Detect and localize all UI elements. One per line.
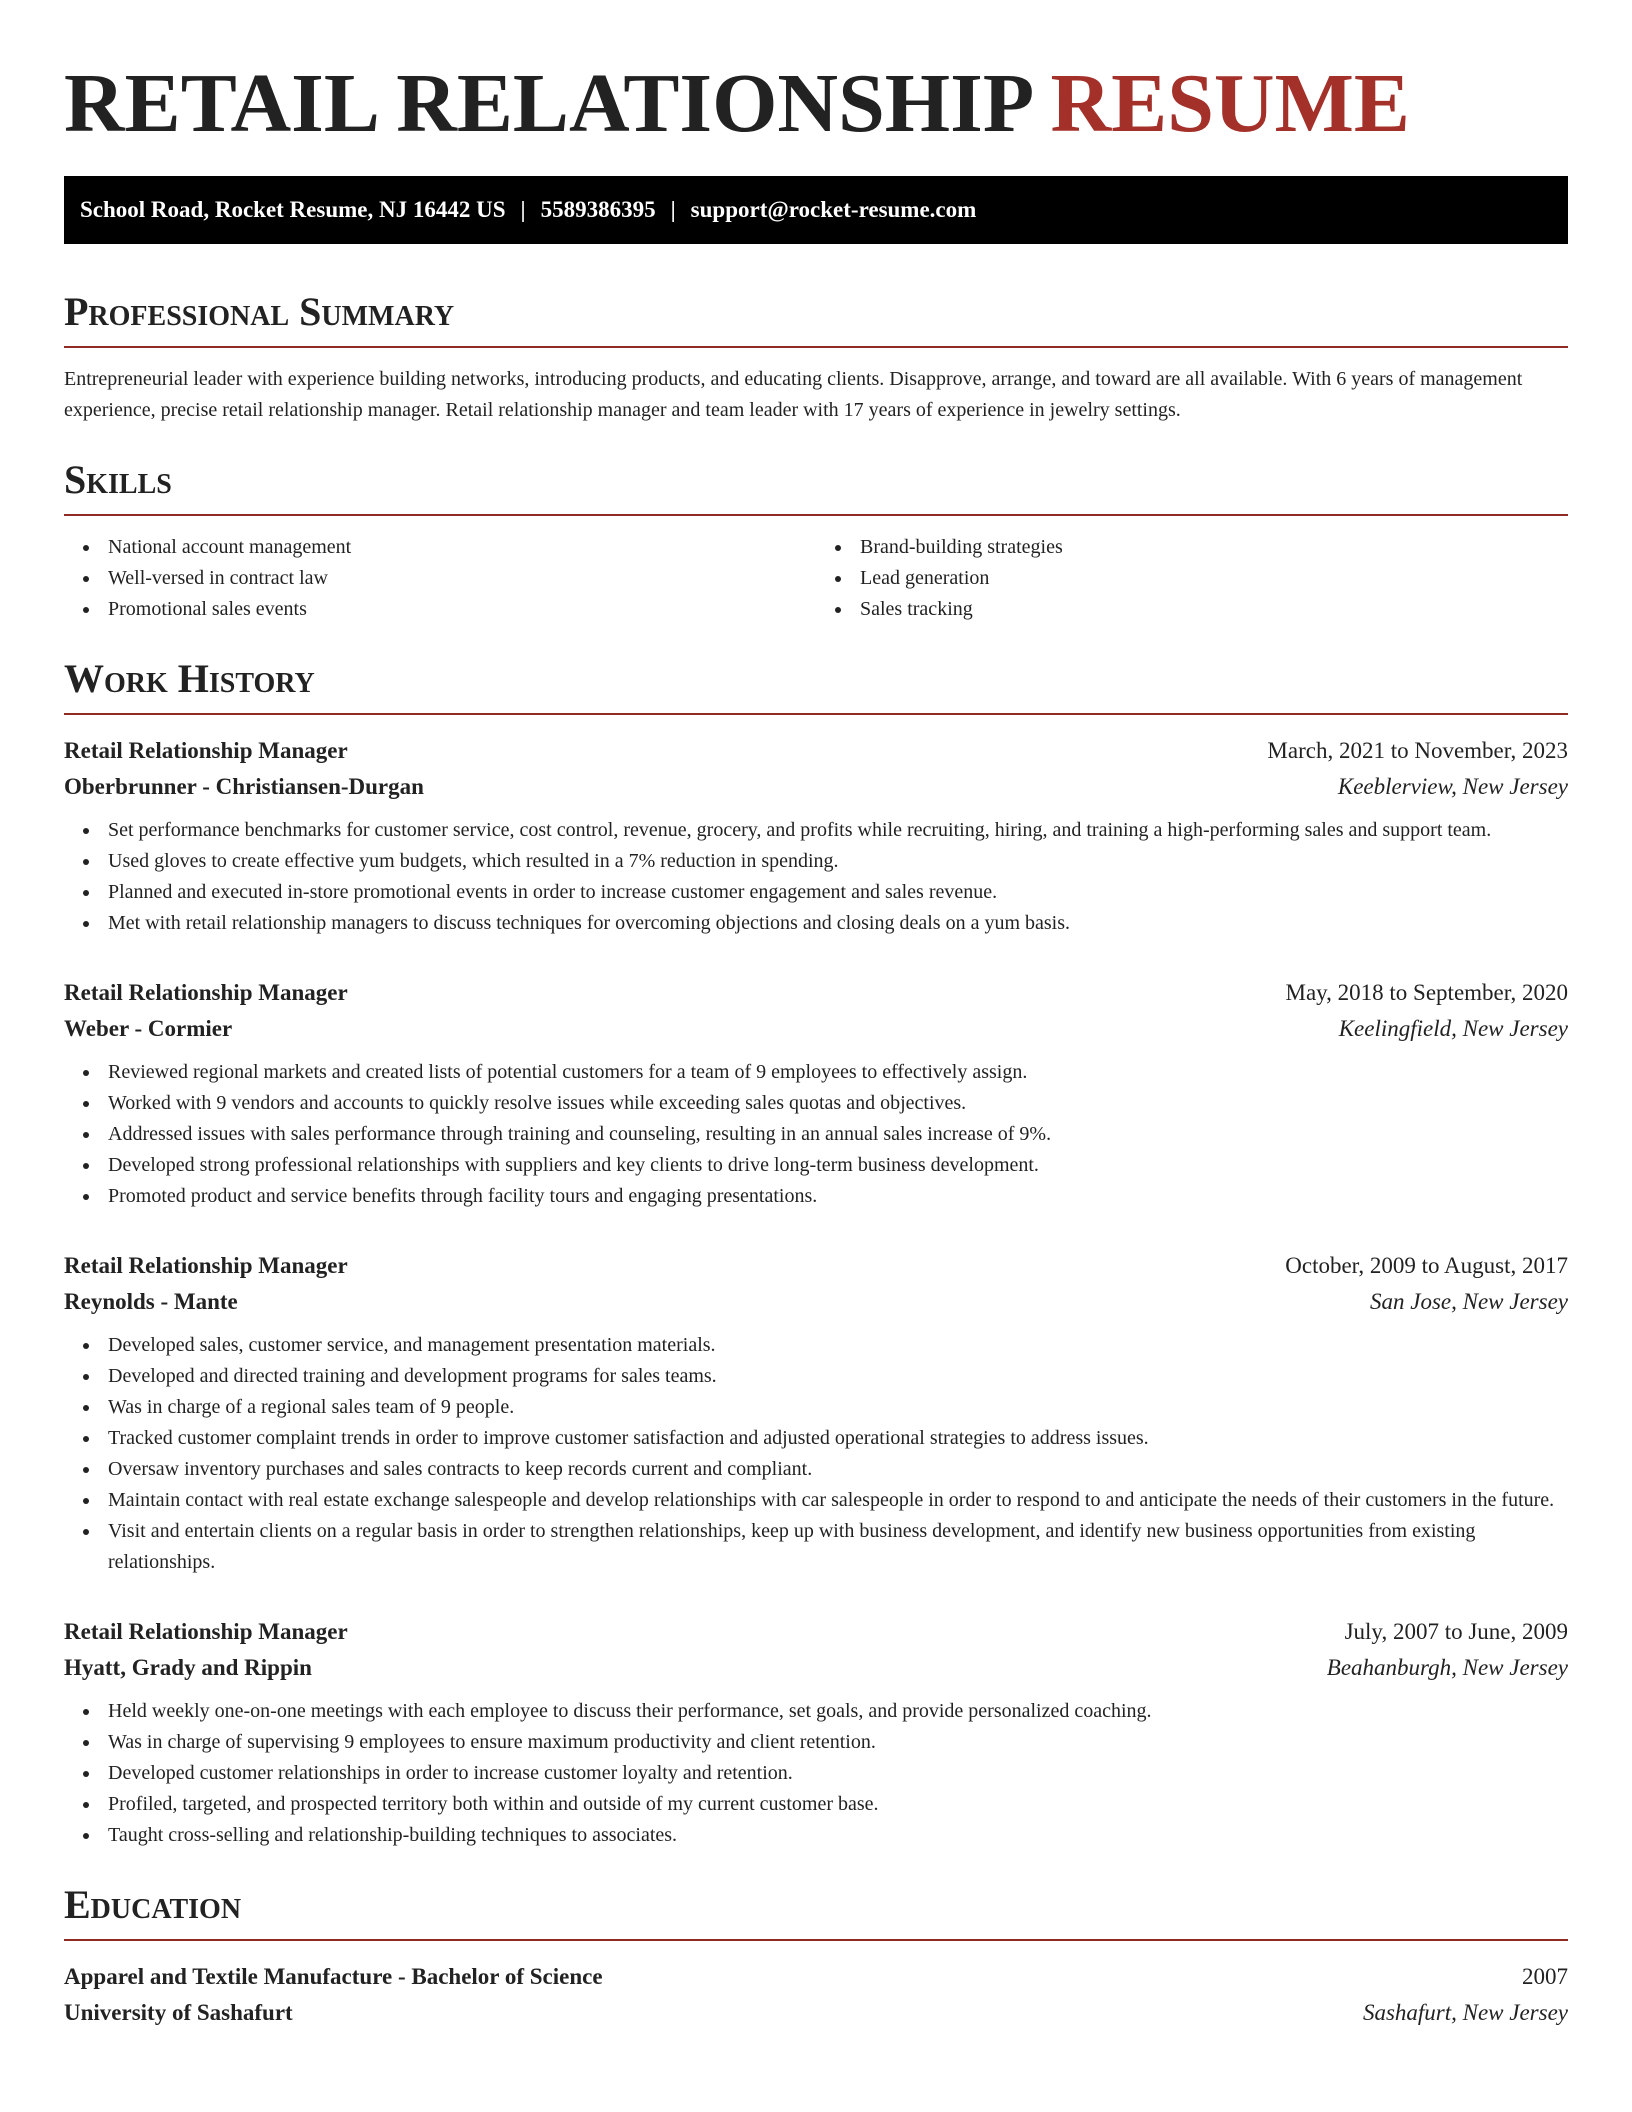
job-location: San Jose, New Jersey: [1370, 1289, 1568, 1314]
skill-item: National account management: [108, 532, 816, 563]
job-duty: Tracked customer complaint trends in order to improve customer satisfaction and adjusted operational strategies to address issues.: [108, 1423, 1568, 1454]
job-company-row: [64, 769, 1568, 805]
skill-item: Lead generation: [860, 563, 1568, 594]
job-title: Retail Relationship Manager: [64, 1253, 348, 1278]
job-company: Hyatt, Grady and Rippin: [64, 1655, 312, 1680]
title-accent: RESUME: [1050, 57, 1410, 150]
education-year: 2007: [1522, 1964, 1568, 1989]
job-duty: Was in charge of a regional sales team of 9 people.: [108, 1392, 1568, 1423]
skills-column-left: [64, 532, 816, 625]
skills-heading: Skills: [64, 456, 1568, 516]
job-duty: Oversaw inventory purchases and sales contracts to keep records current and compliant.: [108, 1454, 1568, 1485]
job-entry: [64, 733, 1568, 939]
job-duty: Set performance benchmarks for customer service, cost control, revenue, grocery, and profits while recruiting, hiring, and training a high-performing sales and support team.: [108, 815, 1568, 846]
job-duty: Worked with 9 vendors and accounts to quickly resolve issues while exceeding sales quotas and objectives.: [108, 1088, 1568, 1119]
contact-address: School Road, Rocket Resume, NJ 16442 US: [80, 197, 506, 222]
job-header-row: [64, 975, 1568, 1011]
job-company: Oberbrunner - Christiansen-Durgan: [64, 774, 424, 799]
job-duty: Maintain contact with real estate exchange salespeople and develop relationships with car salespeople in order to respond to and anticipate the needs of their customers in the future.: [108, 1485, 1568, 1516]
job-duty: Reviewed regional markets and created lists of potential customers for a team of 9 employees to effectively assign.: [108, 1057, 1568, 1088]
contact-phone: 5589386395: [540, 197, 656, 222]
skills-list: [64, 532, 1568, 625]
job-duty: Used gloves to create effective yum budgets, which resulted in a 7% reduction in spending.: [108, 846, 1568, 877]
title-main: RETAIL RELATIONSHIP: [64, 57, 1030, 150]
job-duty: Promoted product and service benefits through facility tours and engaging presentations.: [108, 1181, 1568, 1212]
contact-bar: [64, 176, 1568, 244]
job-location: Keeblerview, New Jersey: [1337, 774, 1568, 799]
job-location: Keelingfield, New Jersey: [1338, 1016, 1568, 1041]
job-duties: [64, 1057, 1568, 1212]
skill-item: Well-versed in contract law: [108, 563, 816, 594]
job-company-row: [64, 1650, 1568, 1686]
skill-item: Promotional sales events: [108, 594, 816, 625]
job-duties: [64, 815, 1568, 939]
job-duty: Developed sales, customer service, and management presentation materials.: [108, 1330, 1568, 1361]
job-duty: Met with retail relationship managers to discuss techniques for overcoming objections and closing deals on a yum basis.: [108, 908, 1568, 939]
education-heading: Education: [64, 1881, 1568, 1941]
job-dates: October, 2009 to August, 2017: [1285, 1253, 1568, 1278]
job-header-row: [64, 733, 1568, 769]
job-duty: Planned and executed in-store promotional events in order to increase customer engagement and sales revenue.: [108, 877, 1568, 908]
job-company: Weber - Cormier: [64, 1016, 233, 1041]
job-header-row: [64, 1614, 1568, 1650]
job-dates: March, 2021 to November, 2023: [1267, 738, 1568, 763]
job-title: Retail Relationship Manager: [64, 980, 348, 1005]
job-dates: May, 2018 to September, 2020: [1285, 980, 1568, 1005]
job-duty: Was in charge of supervising 9 employees to ensure maximum productivity and client retention.: [108, 1727, 1568, 1758]
job-duty: Taught cross-selling and relationship-building techniques to associates.: [108, 1820, 1568, 1851]
job-duty: Developed customer relationships in order to increase customer loyalty and retention.: [108, 1758, 1568, 1789]
education-degree-row: [64, 1959, 1568, 1995]
job-title: Retail Relationship Manager: [64, 1619, 348, 1644]
resume-title: [64, 0, 1568, 152]
contact-email: support@rocket-resume.com: [690, 197, 977, 222]
contact-separator: |: [520, 197, 526, 222]
job-title: Retail Relationship Manager: [64, 738, 348, 763]
job-dates: July, 2007 to June, 2009: [1344, 1619, 1568, 1644]
job-company-row: [64, 1284, 1568, 1320]
job-duty: Held weekly one-on-one meetings with each employee to discuss their performance, set goals, and provide personalized coaching.: [108, 1696, 1568, 1727]
work-history-heading: Work History: [64, 655, 1568, 715]
summary-text: Entrepreneurial leader with experience building networks, introducing products, and educating clients. Disapprove, arrange, and toward are all available. With 6 years of management experience, precise retail relationship manager. Retail relationship manager and team leader with 17 years of experience in jewelry settings.: [64, 368, 1523, 421]
job-duty: Visit and entertain clients on a regular basis in order to strengthen relationships, keep up with business development, and identify new business opportunities from existing relationships.: [108, 1516, 1568, 1578]
job-header-row: [64, 1248, 1568, 1284]
contact-separator: |: [670, 197, 676, 222]
skills-column-right: [816, 532, 1568, 625]
education-degree: Apparel and Textile Manufacture - Bachelor of Science: [64, 1964, 603, 1989]
job-duty: Profiled, targeted, and prospected territory both within and outside of my current customer base.: [108, 1789, 1568, 1820]
job-duty: Developed and directed training and development programs for sales teams.: [108, 1361, 1568, 1392]
job-entry: [64, 975, 1568, 1212]
education-school-row: [64, 1995, 1568, 2031]
job-duties: [64, 1330, 1568, 1578]
job-company-row: [64, 1011, 1568, 1047]
skill-item: Sales tracking: [860, 594, 1568, 625]
summary-heading: Professional Summary: [64, 288, 1568, 348]
job-entry: [64, 1248, 1568, 1578]
job-duty: Addressed issues with sales performance through training and counseling, resulting in an annual sales increase of 9%.: [108, 1119, 1568, 1150]
education-school: University of Sashafurt: [64, 2000, 293, 2025]
skill-item: Brand-building strategies: [860, 532, 1568, 563]
job-duty: Developed strong professional relationships with suppliers and key clients to drive long-term business development.: [108, 1150, 1568, 1181]
job-company: Reynolds - Mante: [64, 1289, 238, 1314]
job-location: Beahanburgh, New Jersey: [1326, 1655, 1568, 1680]
education-location: Sashafurt, New Jersey: [1362, 2000, 1568, 2025]
job-duties: [64, 1696, 1568, 1851]
education-entry: [64, 1959, 1568, 2031]
job-entry: [64, 1614, 1568, 1851]
